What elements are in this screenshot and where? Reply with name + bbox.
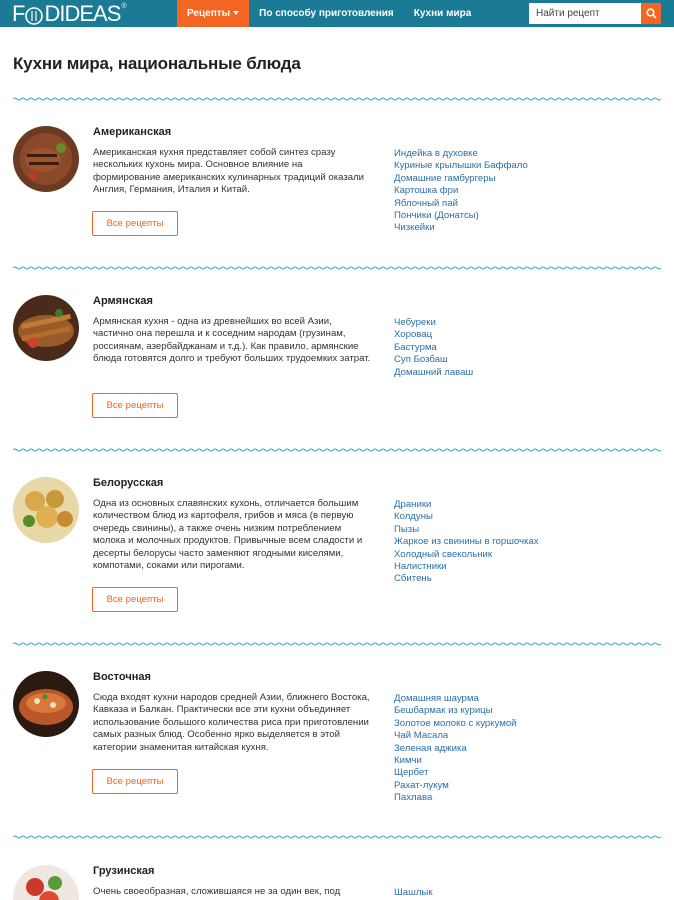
cuisine-description: Сюда входят кухни народов средней Азии, ближнего Востока, Кавказа и Балкан. Практически все эти кухни объединяет использование большого количества риса при приготовлении самых разных блюд. Особенно ярко выделяется в этой категории знаменитая китайская кухня. xyxy=(93,692,370,753)
dish-link[interactable]: Суп Бозбаш xyxy=(394,354,448,366)
dish-list xyxy=(394,317,473,379)
dish-link[interactable]: Пончики (Донатсы) xyxy=(394,210,479,222)
all-recipes-button[interactable]: Все рецепты xyxy=(92,769,178,794)
nav-recipes-label: Рецепты xyxy=(187,8,231,19)
cuisine-description: Очень своеобразная, сложившаяся не за один век, под xyxy=(93,886,341,897)
dish-link[interactable]: Чизкейки xyxy=(394,222,435,234)
nav-recipes[interactable] xyxy=(177,0,249,27)
nav-world-cuisines[interactable]: Кухни мира xyxy=(413,8,472,19)
dish-list xyxy=(394,148,528,235)
dish-link[interactable]: Домашняя шаурма xyxy=(394,693,479,704)
dish-link[interactable]: Индейка в духовке xyxy=(394,148,478,159)
dish-link[interactable]: Сбитень xyxy=(394,573,432,585)
wave-divider xyxy=(13,265,661,271)
dish-link[interactable]: Шашлык xyxy=(394,887,433,898)
dish-link[interactable]: Бастурма xyxy=(394,341,437,353)
dish-link[interactable]: Куриные крылышки Баффало xyxy=(394,160,528,172)
caret-down-icon xyxy=(233,11,239,15)
wave-divider xyxy=(13,96,661,102)
site-logo[interactable] xyxy=(12,1,127,27)
cuisine-oriental-image[interactable] xyxy=(13,671,79,737)
dish-link[interactable]: Щербет xyxy=(394,767,429,779)
page-title: Кухни мира, национальные блюда xyxy=(13,54,301,73)
cuisine-name[interactable]: Армянская xyxy=(93,295,153,307)
cuisine-belarusian-image[interactable] xyxy=(13,477,79,543)
main-nav xyxy=(177,0,481,27)
top-nav-bar xyxy=(0,0,674,27)
dish-link[interactable]: Кимчи xyxy=(394,755,422,767)
cuisine-armenian-image[interactable] xyxy=(13,295,79,361)
cuisine-name[interactable]: Грузинская xyxy=(93,865,155,877)
cuisine-georgian-image[interactable] xyxy=(13,865,79,900)
dish-link[interactable]: Домашние гамбургеры xyxy=(394,172,496,184)
dish-list xyxy=(394,499,539,586)
cuisine-description: Армянская кухня - одна из древнейших во всей Азии, частично она перешла и к соседним народам (грузинам, россиянам, азербайджанам и т.д.). Как правило, армянские блюда готовятся долго и требуют больших трудоемких затрат. xyxy=(93,316,371,365)
logo-text-end: DIDEAS xyxy=(44,1,121,26)
cuisine-name[interactable]: Американская xyxy=(93,126,172,138)
cuisine-name[interactable]: Белорусская xyxy=(93,477,164,489)
dish-link[interactable]: Пызы xyxy=(394,523,420,535)
dish-link[interactable]: Бешбармак из курицы xyxy=(394,705,493,717)
dish-link[interactable]: Жаркое из свинины в горшочках xyxy=(394,536,539,548)
nav-cooking-method[interactable]: По способу приготовления xyxy=(259,8,394,19)
dish-list xyxy=(394,887,433,899)
cuisine-description: Одна из основных славянских кухонь, отличается большим количеством блюд из картофеля, грибов и мяса (в первую очередь свинины), а также очень низким потреблением молока и молочных продуктов. Привычные всем сладости и десерты белорусы часто заменяют ягодными киселями, компотами, соками или пирогами. xyxy=(93,498,363,572)
search-button[interactable] xyxy=(641,3,661,24)
search-icon xyxy=(646,8,657,19)
fork-knife-icon xyxy=(25,7,43,25)
dish-link[interactable]: Холодный свекольник xyxy=(394,548,493,560)
wave-divider xyxy=(13,641,661,647)
dish-link[interactable]: Домашний лаваш xyxy=(394,366,474,378)
cuisine-name[interactable]: Восточная xyxy=(93,671,151,683)
dish-link[interactable]: Налистники xyxy=(394,561,447,573)
registered-mark: ® xyxy=(121,2,127,10)
dish-link[interactable]: Хоровац xyxy=(394,329,433,341)
dish-link[interactable]: Зеленая аджика xyxy=(394,742,467,754)
all-recipes-button[interactable]: Все рецепты xyxy=(92,393,178,418)
dish-link[interactable]: Картошка фри xyxy=(394,185,459,197)
dish-link[interactable]: Золотое молоко с куркумой xyxy=(394,717,517,729)
dish-link[interactable]: Чебуреки xyxy=(394,317,436,328)
dish-link[interactable]: Пахлава xyxy=(394,792,433,804)
search-form xyxy=(529,3,661,24)
cuisine-description: Американская кухня представляет собой синтез сразу нескольких кухонь мира. Основное влияние на формирование американских кулинарных традиций оказали Англия, Германия, Италия и Китай. xyxy=(93,147,365,196)
dish-link[interactable]: Драники xyxy=(394,499,432,510)
dish-link[interactable]: Рахат-лукум xyxy=(394,779,449,791)
dish-list xyxy=(394,693,517,805)
cuisine-american-image[interactable] xyxy=(13,126,79,192)
dish-link[interactable]: Колдуны xyxy=(394,511,433,523)
search-input[interactable] xyxy=(529,3,641,24)
dish-link[interactable]: Чай Масала xyxy=(394,730,449,742)
wave-divider xyxy=(13,834,661,840)
wave-divider xyxy=(13,447,661,453)
all-recipes-button[interactable]: Все рецепты xyxy=(92,587,178,612)
all-recipes-button[interactable]: Все рецепты xyxy=(92,211,178,236)
logo-text-start: F xyxy=(12,1,25,26)
dish-link[interactable]: Яблочный пай xyxy=(394,197,458,209)
